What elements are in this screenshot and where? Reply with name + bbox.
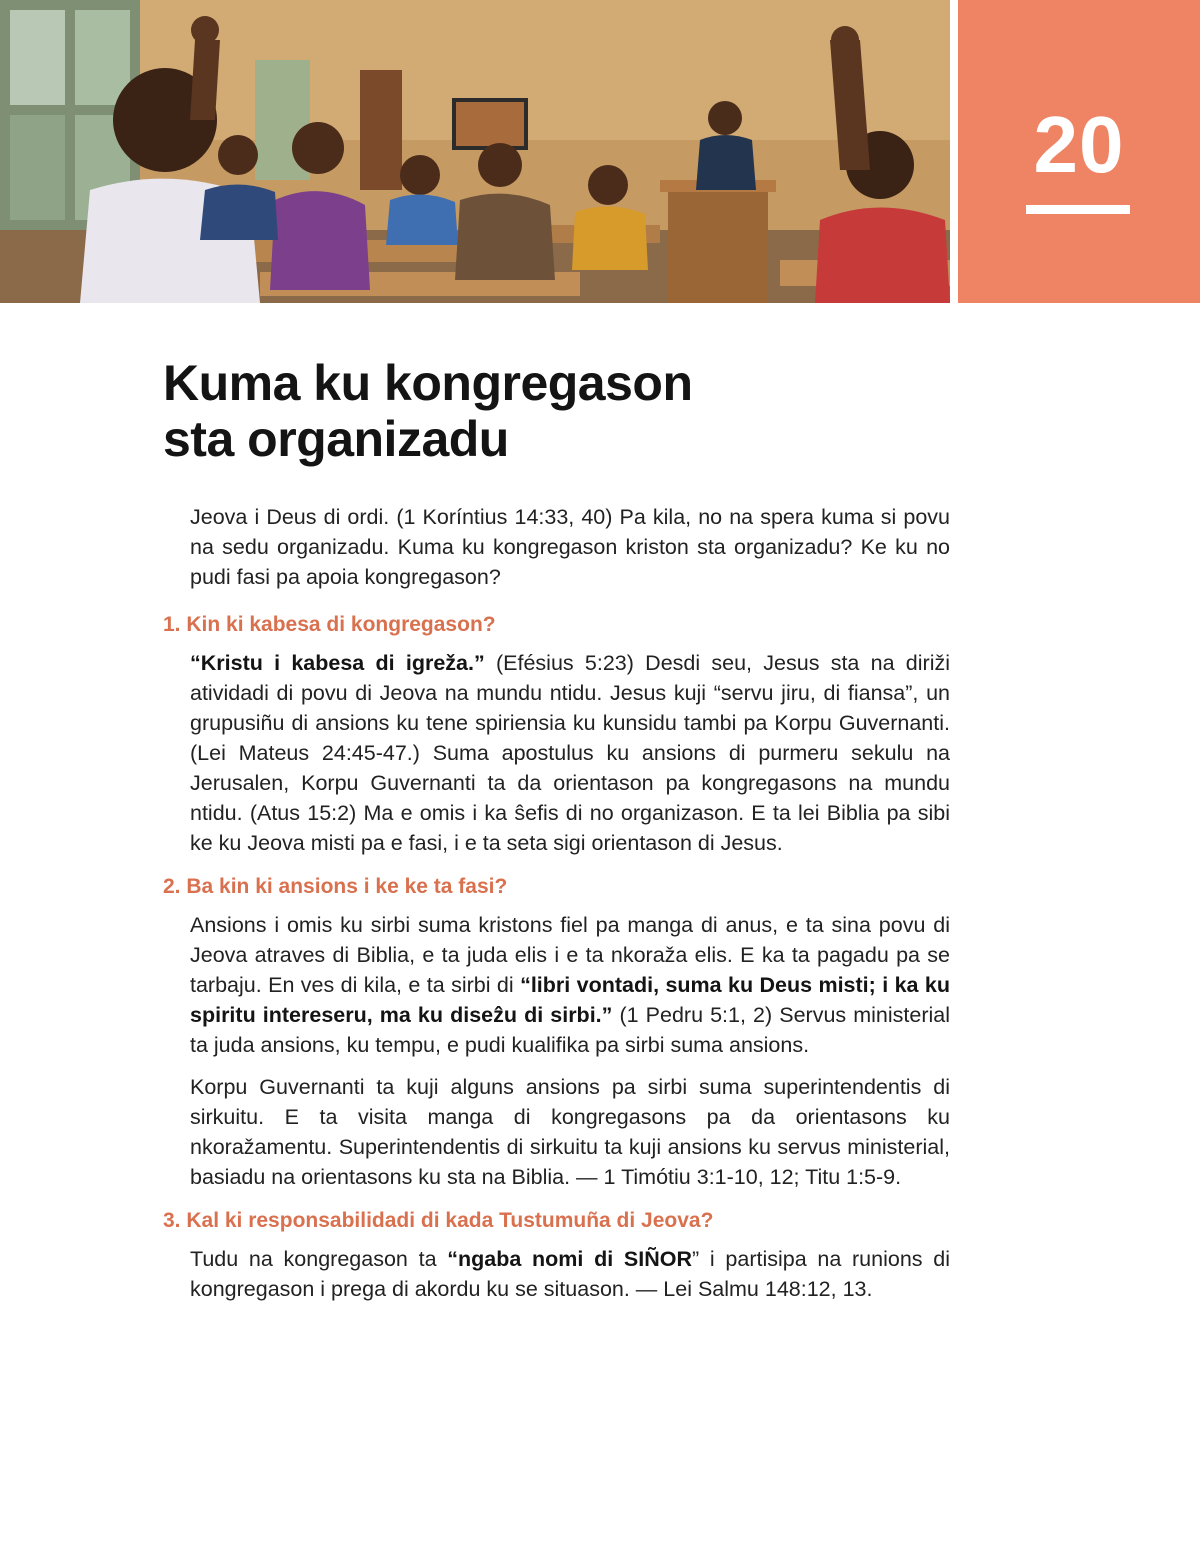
section-3 [163, 1206, 950, 1304]
section-paragraph [190, 1244, 950, 1304]
title-line-1: Kuma ku kongregason [163, 355, 693, 411]
hero-photo [0, 0, 950, 303]
paragraph-text: (Efésius 5:23) Desdi seu, Jesus sta na diriži atividadi di povu di Jeova na mundu ntidu. Jesus kuji “servu jiru, di fiansa”, un grupusiñu di ansions ku tene spiriensia ku kunsidu tambi pa Korpu Guvernanti. (Lei Mateus 24:45-47.) Suma apostulus ku ansions di purmeru sekulu na Jerusalen, Korpu Guvernanti ta da orientason pa kongregasons na mundu ntidu. (Atus 15:2) Ma e omis i ka ŝefis di no organizason. E ta lei Biblia pa sibi ke ku Jeova misti pa e fasi, i e ta seta sigi orientason di Jesus. [190, 651, 950, 855]
lesson-number-badge [958, 0, 1200, 303]
section-paragraph: Korpu Guvernanti ta kuji alguns ansions pa sirbi suma superintendentis di sirkuitu. E ta visita manga di kongregasons pa da orientasons ku nkoražamentu. Superintendentis di sirkuitu ta kuji ansions ku servus ministerial, basiadu na orientasons ku sta na Biblia. — 1 Timótiu 3:1-10, 12; Titu 1:5-9. [190, 1075, 950, 1189]
lesson-number: 20 [1033, 100, 1125, 189]
podium [660, 180, 776, 303]
badge-underline [1026, 205, 1130, 214]
section-question: 1. Kin ki kabesa di kongregason? [163, 613, 496, 636]
bold-quote: “libri vontadi, suma ku Deus misti; i ka ku spiritu intereseru, ma ku diseẑu di sirbi.” [190, 973, 950, 1027]
lesson-body [163, 502, 950, 1318]
section-paragraph [190, 648, 950, 858]
door [360, 70, 402, 190]
paragraph-text: Ansions i omis ku sirbi suma kristons fiel pa manga di anus, e ta sina povu di Jeova atraves di Biblia, e ta juda elis i e ta nkoraža elis. E ka ta pagadu pa se tarbaju. En ves di kila, e ta sirbi di [190, 913, 950, 997]
paragraph-text: Tudu na kongregason ta [190, 1247, 448, 1271]
congregation-illustration [0, 0, 950, 303]
section-1 [163, 610, 950, 858]
page-title [163, 355, 1063, 467]
paragraph-text: (1 Pedru 5:1, 2) Servus ministerial ta juda ansions, ku tempu, e pudi kualifika pa sirbi suma ansions. [190, 1003, 950, 1057]
section-question: 3. Kal ki responsabilidadi di kada Tustumuña di Jeova? [163, 1209, 714, 1232]
section-2 [163, 872, 950, 1192]
paragraph-text: ” i partisipa na runions di kongregason i prega di akordu ku se situason. — Lei Salmu 148:12, 13. [190, 1247, 950, 1301]
title-line-2: sta organizadu [163, 411, 509, 467]
section-question: 2. Ba kin ki ansions i ke ke ta fasi? [163, 875, 508, 898]
section-paragraph [190, 910, 950, 1060]
bold-quote: “Kristu i kabesa di igreža.” [190, 651, 485, 675]
intro-paragraph: Jeova i Deus di ordi. (1 Koríntius 14:33, 40) Pa kila, no na spera kuma si povu na sedu organizadu. Kuma ku kongregason kriston sta organizadu? Ke ku no pudi fasi pa apoia kongregason? [190, 505, 950, 589]
bold-quote: “ngaba nomi di SIÑOR [447, 1247, 693, 1271]
